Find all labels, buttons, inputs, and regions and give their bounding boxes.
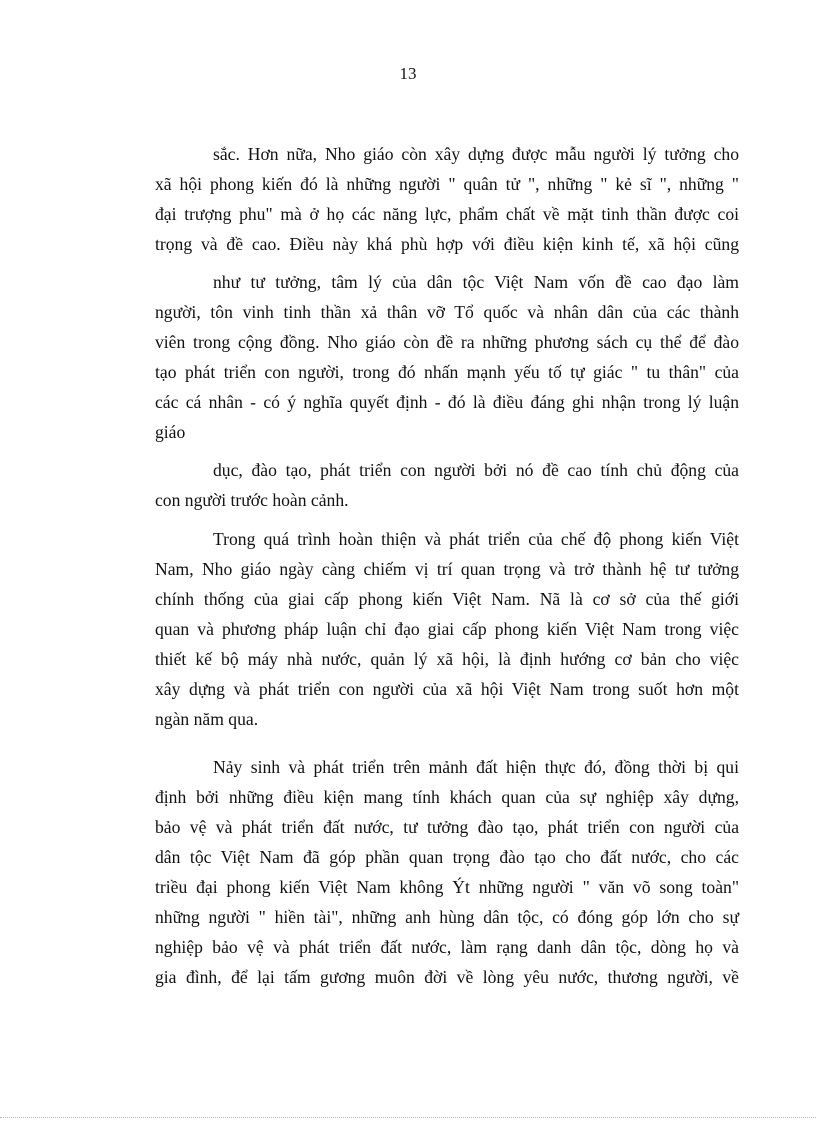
text-line: viên trong cộng đồng. Nho giáo còn đề ra những phương sách cụ thể để đào — [155, 332, 739, 352]
text-line: thiết kế bộ máy nhà nước, quản lý xã hội, là định hướng cơ bản cho việc — [155, 649, 739, 669]
page-number: 13 — [399, 64, 417, 83]
text-line: các cá nhân - có ý nghĩa quyết định - đó là điều đáng ghi nhận trong lý luận — [155, 392, 739, 412]
text-line: Nảy sinh và phát triển trên mảnh đất hiện thực đó, đồng thời bị qui — [213, 757, 739, 777]
page-bottom-divider — [0, 1117, 816, 1118]
text-line: giáo — [155, 422, 186, 442]
text-line: xã hội phong kiến đó là những người " quân tử ", những " kẻ sĩ ", những " — [155, 174, 739, 194]
text-line: gia đình, để lại tấm gương muôn đời về lòng yêu nước, thương người, về — [155, 967, 739, 987]
text-line: dục, đào tạo, phát triển con người bởi nó đề cao tính chủ động của — [213, 460, 739, 480]
text-line: xây dựng và phát triển con người của xã hội Việt Nam trong suốt hơn một — [155, 679, 739, 699]
text-line: như tư tưởng, tâm lý của dân tộc Việt Nam vốn đề cao đạo làm — [213, 272, 739, 292]
text-line: sắc. Hơn nữa, Nho giáo còn xây dựng được mẫu người lý tưởng cho — [213, 144, 739, 164]
text-line: chính thống của giai cấp phong kiến Việt Nam. Nã là cơ sở của thế giới — [155, 589, 739, 609]
text-line: đại trượng phu" mà ở họ các năng lực, phẩm chất về mặt tinh thần được coi — [155, 204, 739, 224]
text-line: Nam, Nho giáo ngày càng chiếm vị trí quan trọng và trở thành hệ tư tưởng — [155, 559, 739, 579]
text-line: dân tộc Việt Nam đã góp phần quan trọng đào tạo cho đất nước, cho các — [155, 847, 739, 867]
text-line: nghiệp bảo vệ và phát triển đất nước, làm rạng danh dân tộc, dòng họ và — [155, 937, 739, 957]
text-line: những người " hiền tài", những anh hùng dân tộc, có đóng góp lớn cho sự — [155, 907, 739, 927]
text-line: con người trước hoàn cảnh. — [155, 490, 349, 510]
text-line: người, tôn vinh tinh thần xả thân vỡ Tổ quốc và nhân dân của các thành — [155, 302, 739, 322]
text-line: trọng và đề cao. Điều này khá phù hợp với điều kiện kinh tế, xã hội cũng — [155, 234, 739, 254]
text-line: bảo vệ và phát triển đất nước, tư tưởng đào tạo, phát triển con người của — [155, 817, 739, 837]
text-line: tạo phát triển con người, trong đó nhấn mạnh yếu tố tự giác " tu thân" của — [155, 362, 739, 382]
text-line: định bởi những điều kiện mang tính khách quan của sự nghiệp xây dựng, — [155, 787, 739, 807]
text-line: quan và phương pháp luận chỉ đạo giai cấp phong kiến Việt Nam trong việc — [155, 619, 739, 639]
text-line: Trong quá trình hoàn thiện và phát triển của chế độ phong kiến Việt — [213, 529, 739, 549]
text-line: ngàn năm qua. — [155, 709, 259, 729]
text-line: triều đại phong kiến Việt Nam không Ýt những người " văn võ song toàn" — [155, 877, 739, 897]
